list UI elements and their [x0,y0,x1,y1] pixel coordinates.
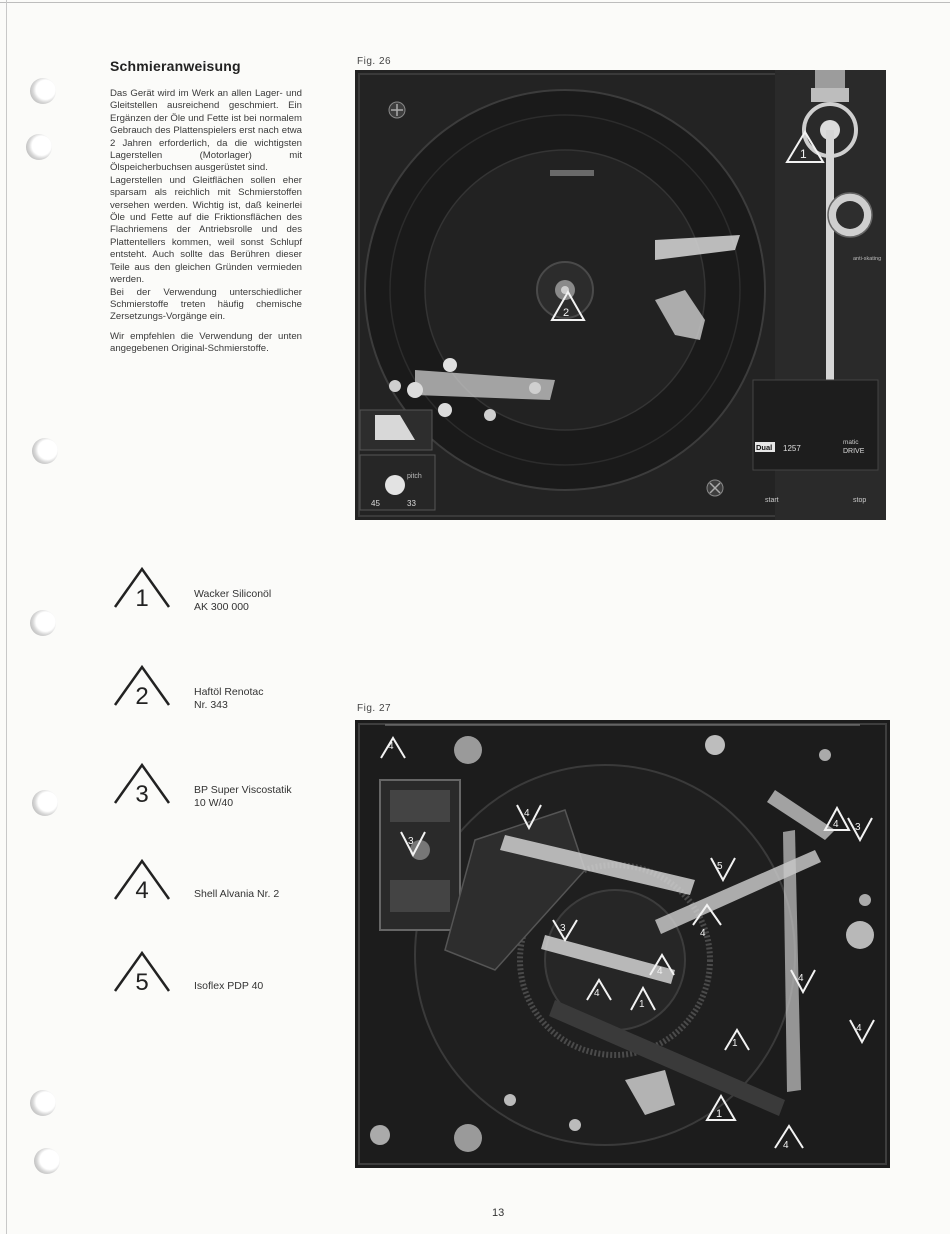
svg-text:3: 3 [135,781,149,806]
svg-text:1: 1 [135,585,149,610]
svg-text:1: 1 [639,999,645,1010]
svg-text:1: 1 [732,1038,738,1049]
binder-hole [30,1090,56,1116]
stop-marking: stop [853,497,867,504]
lubricant-name: Haftöl Renotac Nr. 343 [194,686,264,711]
svg-text:2: 2 [563,307,570,319]
paragraph: Wir empfehlen die Verwendung der unten angegebenen Original-Schmierstoffe. [110,330,302,355]
binder-hole [32,438,58,464]
paragraph: Das Gerät wird im Werk an allen Lager- und Gleitstellen ausreichend geschmiert. Ein Ergänzen der Öle und Fette ist bei normalem Gebrauch des Plattenspielers erst nach etwa 2 Jahren erforderlich, da die wichtigsten Lagerstellen (Motorlager) mit Ölspeicherbuchsen ausgerüstet sind. [110,88,302,174]
warning-triangle-icon [112,566,172,610]
warning-triangle-icon [112,762,172,806]
paragraph: Lagerstellen und Gleitflächen sollen eher sparsam als reichlich mit Schmierstoffen versehen werden. Wichtig ist, daß keinerlei Öle und Fette auf die Friktionsflächen des Flachriemens der Antriebsrolle und des Plattentellers kommen, weil sonst Schlupf entsteht. Auch sollte das Berühren dieser Teile aus den gleichen Gründen vermieden werden. [110,174,302,286]
lubricant-legend-item [112,566,352,626]
svg-text:5: 5 [135,969,149,994]
svg-text:4: 4 [657,966,663,977]
figure-label-26: Fig. 26 [357,56,392,67]
svg-text:4: 4 [524,808,530,819]
lubricant-name: Shell Alvania Nr. 2 [194,888,280,900]
binder-hole [30,78,56,104]
lubricant-name: Isoflex PDP 40 [194,980,264,992]
binder-hole [32,790,58,816]
warning-triangle-icon [112,950,172,994]
svg-text:4: 4 [856,1023,862,1034]
lubricant-legend-item [112,664,352,724]
top-rule [0,2,950,3]
svg-text:3: 3 [855,822,861,833]
page-title: Schmieranweisung [110,58,241,74]
svg-text:3: 3 [560,923,566,934]
page-number: 13 [492,1207,505,1219]
drive-marking-b: DRIVE [843,448,865,455]
instructions-text [110,88,302,356]
binder-hole [34,1148,60,1174]
svg-text:4: 4 [798,973,804,984]
lubricant-legend-item [112,762,352,822]
brand-marking: Dual [756,443,773,452]
binding-edge [6,0,7,1234]
turntable-top-view [355,70,886,520]
svg-text:4: 4 [833,819,839,830]
binder-hole [26,134,52,160]
lubricant-legend-item [112,858,352,918]
warning-triangle-icon [112,664,172,708]
lubricant-legend-item [112,950,352,1010]
start-marking: start [765,497,779,504]
warning-triangle-icon [112,858,172,902]
binder-hole [30,610,56,636]
svg-text:1: 1 [716,1108,723,1120]
speed-45-marking: 45 [371,499,380,508]
svg-text:4: 4 [700,928,706,939]
svg-text:4: 4 [594,988,600,999]
paragraph: Bei der Verwendung unterschiedlicher Schmierstoffe treten häufig chemische Zersetzungs-Vorgänge ein. [110,286,302,323]
pitch-marking: pitch [407,473,422,480]
svg-text:5: 5 [717,861,723,872]
figure-27-photo [355,720,890,1168]
svg-text:4: 4 [388,741,394,752]
svg-text:4: 4 [783,1140,789,1151]
lubricant-name: Wacker Siliconöl AK 300 000 [194,588,272,613]
svg-text:2: 2 [135,683,149,708]
model-marking: 1257 [783,444,801,453]
svg-text:1: 1 [800,147,807,161]
figure-label-27: Fig. 27 [357,703,392,714]
anti-skating-marking: anti-skating [853,256,882,262]
svg-text:4: 4 [135,877,149,902]
drive-marking-a: matic [843,439,859,446]
lubricant-name: BP Super Viscostatik 10 W/40 [194,784,292,809]
speed-33-marking: 33 [407,499,416,508]
figure-26-photo [355,70,886,520]
svg-text:3: 3 [408,836,414,847]
turntable-underside-view [355,720,890,1168]
